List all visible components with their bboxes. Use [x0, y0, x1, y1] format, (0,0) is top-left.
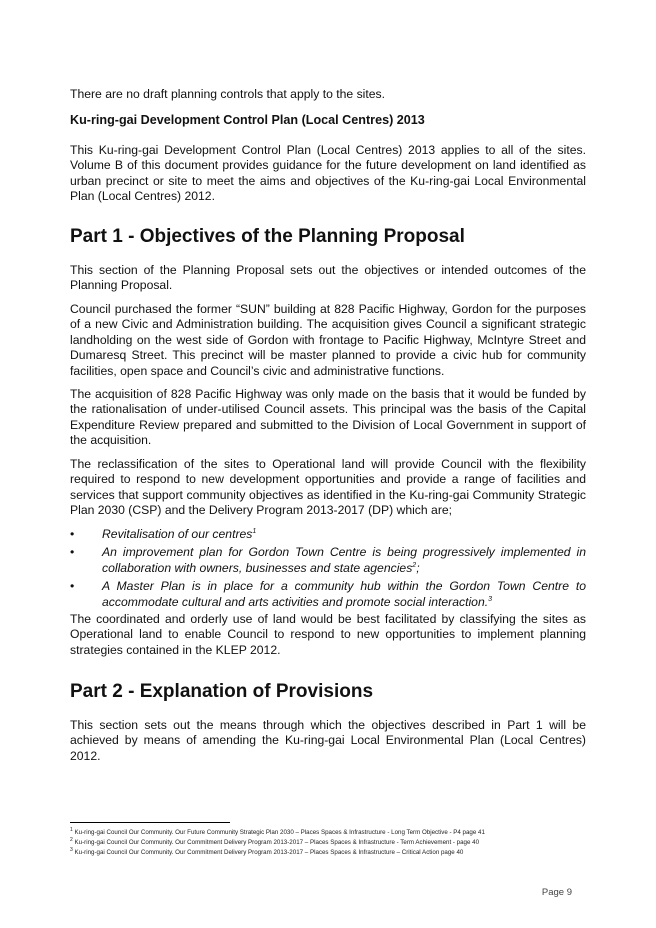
footnote-number: 3 [70, 846, 73, 853]
list-item [70, 527, 586, 542]
footnote-divider [70, 822, 230, 823]
footnote [70, 848, 610, 858]
dcp-paragraph: This Ku-ring-gai Development Control Plan (Local Centres) 2013 applies to all of the sites. Volume B of this document provides guidance for the future development on land identified as urban precinct or site to meet the aims and objectives of the Ku-ring-gai Local Environmental Plan (Local Centres) 2012. [70, 143, 586, 204]
list-item [70, 545, 586, 576]
bullet-icon: • [70, 545, 75, 560]
page-number: Page 9 [541, 887, 572, 898]
footnotes [70, 828, 610, 858]
footnote-number: 2 [70, 836, 73, 843]
part1-paragraph-3: The acquisition of 828 Pacific Highway was only made on the basis that it would be funded by the rationalisation of under-utilised Council assets. This principal was the basis of the Capital Expenditure Review prepared and submitted to the Division of Local Government in support of the acquisition. [70, 387, 586, 448]
part1-paragraph-2: Council purchased the former “SUN” building at 828 Pacific Highway, Gordon for the purposes of a new Civic and Administration building. The acquisition gives Council a significant strategic landholding on the west side of Gordon with frontage to Pacific Highway, McIntyre Street and Dumaresq Street. This precinct will be master planned to provide a civic hub for community facilities, open space and Council’s civic and administrative functions. [70, 302, 586, 378]
footnote-text: Ku-ring-gai Council Our Community. Our Future Community Strategic Plan 2030 – Places Spaces & Infrastructure - Long Term Objective - P4 page 41 [74, 829, 485, 836]
footnote-ref: 2 [412, 561, 417, 569]
part1-paragraph-4: The reclassification of the sites to Operational land will provide Council with the flexibility required to respond to new development opportunities and provide a range of facilities and services that support community objectives as identified in the Ku-ring-gai Community Strategic Plan 2030 (CSP) and the Delivery Program 2013-2017 (DP) which are; [70, 457, 586, 518]
part1-heading: Part 1 - Objectives of the Planning Proposal [70, 226, 465, 247]
part1-paragraph-1: This section of the Planning Proposal sets out the objectives or intended outcomes of the Planning Proposal. [70, 263, 586, 293]
footnote [70, 838, 610, 848]
part2-paragraph-1: This section sets out the means through which the objectives described in Part 1 will be achieved by means of amending the Ku-ring-gai Local Environmental Plan (Local Centres) 2012. [70, 718, 586, 763]
footnote-text: Ku-ring-gai Council Our Community. Our Commitment Delivery Program 2013-2017 – Places Spaces & Infrastructure – Critical Action page 40 [74, 849, 464, 856]
objectives-list [70, 527, 586, 613]
list-item-suffix: ; [416, 560, 420, 575]
part1-paragraph-5: The coordinated and orderly use of land would be best facilitated by classifying the sites as Operational land to enable Council to respond to new opportunities to implement planning strategies contained in the KLEP 2012. [70, 612, 586, 657]
list-item-text: Revitalisation of our centres [102, 527, 253, 541]
list-item-text: A Master Plan is in place for a community hub within the Gordon Town Centre to accommodate cultural and arts activities and promote social interaction. [102, 579, 586, 609]
part2-heading: Part 2 - Explanation of Provisions [70, 681, 374, 702]
footnote-ref: 3 [488, 595, 493, 603]
footnote [70, 828, 610, 838]
footnote-ref: 1 [252, 527, 257, 535]
bullet-icon: • [70, 579, 75, 594]
bullet-icon: • [70, 527, 75, 541]
footnote-text: Ku-ring-gai Council Our Community. Our Commitment Delivery Program 2013-2017 – Places Spaces & Infrastructure - Term Achievement - page 40 [74, 839, 480, 846]
dcp-heading: Ku-ring-gai Development Control Plan (Local Centres) 2013 [70, 113, 425, 127]
list-item [70, 579, 586, 610]
list-item-text: An improvement plan for Gordon Town Centre is being progressively implemented in collaboration with owners, businesses and state agencies [102, 545, 586, 575]
intro-paragraph: There are no draft planning controls that apply to the sites. [70, 87, 386, 101]
footnote-number: 1 [70, 826, 73, 833]
